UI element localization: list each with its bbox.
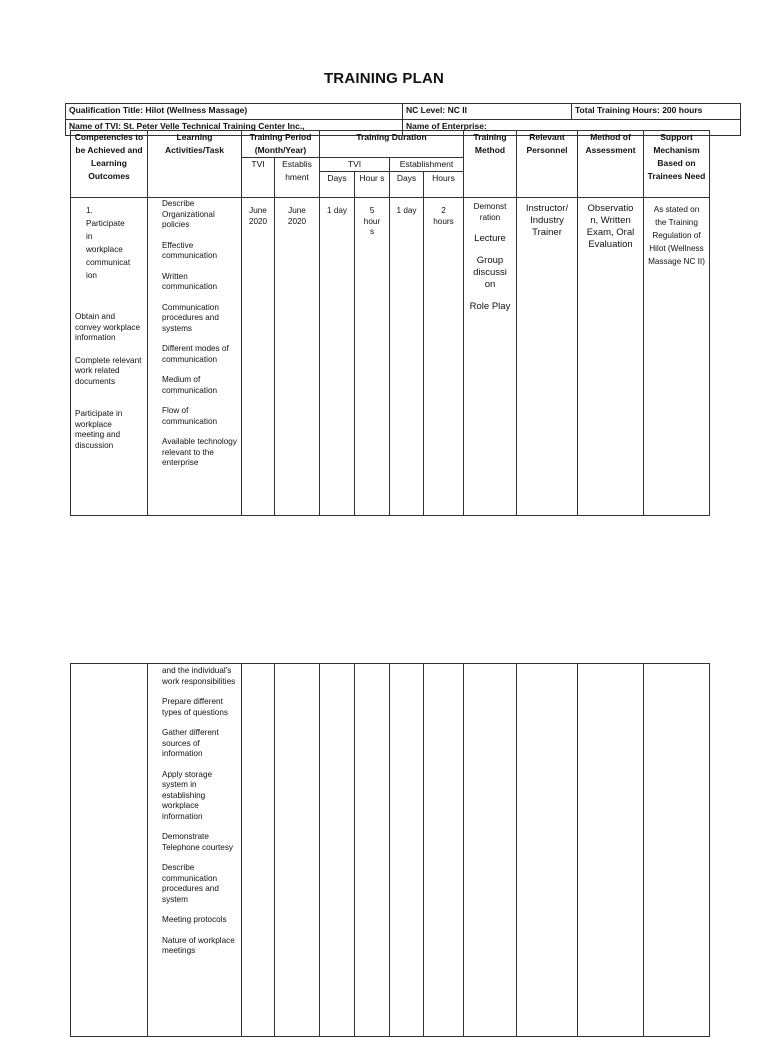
period-tvi-value: June 2020: [242, 198, 275, 516]
activities-cell: [148, 198, 242, 516]
learning-outcome: Complete relevant work related documents: [75, 355, 142, 386]
training-plan-table: [70, 130, 710, 516]
header-method-of-assessment: Method of Assessment: [578, 131, 644, 198]
continued-activities-cell: [148, 664, 242, 1037]
est-days-value: 1 day: [390, 198, 424, 516]
activity-item: Gather different sources of information: [162, 728, 219, 758]
est-hours-value: 2 hours: [424, 198, 464, 516]
header-tvi-hours: Hour s: [355, 172, 390, 198]
relevant-personnel-value: Instructor/ Industry Trainer: [517, 198, 578, 516]
activity-item: Available technology relevant to the enterprise: [162, 437, 237, 467]
period-est-value: June 2020: [275, 198, 320, 516]
empty-cell: [275, 664, 320, 1037]
activity-item: Describe Organizational policies: [162, 199, 215, 229]
empty-cell: [242, 664, 275, 1037]
tvi-days-value: 1 day: [320, 198, 355, 516]
activity-item: Prepare different types of questions: [162, 697, 228, 717]
empty-cell: [464, 664, 517, 1037]
activity-item: Flow of communication: [162, 406, 218, 426]
empty-cell: [320, 664, 355, 1037]
activity-item: Effective communication: [162, 240, 218, 260]
activity-item: Demonstrate Telephone courtesy: [162, 832, 234, 852]
tvi-name: Name of TVI: St. Peter Velle Technical Training Center Inc.,: [66, 120, 403, 136]
empty-cell: [517, 664, 578, 1037]
activity-item: Different modes of communication: [162, 344, 229, 364]
empty-cell: [390, 664, 424, 1037]
activity-item: Nature of workplace meetings: [162, 935, 235, 955]
empty-cell: [424, 664, 464, 1037]
continuation-table: [70, 663, 710, 1037]
header-training-duration: Training Duration: [320, 131, 464, 158]
activity-item: Communication procedures and systems: [162, 302, 219, 333]
assessment-value: Observatio n, Written Exam, Oral Evaluation: [578, 198, 644, 516]
header-est-hours: Hours: [424, 172, 464, 198]
nc-level: NC Level: NC II: [403, 104, 572, 120]
activity-item: Medium of communication: [162, 375, 218, 395]
method-item: Lecture: [474, 233, 506, 244]
competency-title: 1. Participate in workplace communicat ion: [86, 206, 131, 280]
header-activities: Learning Activities/Task: [148, 131, 242, 198]
method-item: Role Play: [469, 301, 511, 312]
activity-item: and the individual's work responsibilities: [162, 666, 236, 686]
competency-cell: [71, 198, 148, 516]
header-competencies: Competencies to be Achieved and Learning Outcomes: [71, 131, 148, 198]
method-item: Group discussi on: [473, 255, 507, 290]
header-tvi-days: Days: [320, 172, 355, 198]
activity-item: Meeting protocols: [162, 915, 227, 924]
enterprise-name: Name of Enterprise:: [403, 120, 741, 136]
header-relevant-personnel: Relevant Personnel: [517, 131, 578, 198]
qualification-title: Qualification Title: Hilot (Wellness Massage): [66, 104, 403, 120]
header-period-establishment: Establis hment: [275, 158, 320, 198]
tvi-hours-value: 5 hour s: [355, 198, 390, 516]
header-duration-establishment: Establishment: [390, 158, 464, 172]
activity-item: Describe communication procedures and system: [162, 863, 219, 904]
header-period-tvi: TVI: [242, 158, 275, 198]
support-mechanism-value: As stated on the Training Regulation of Hilot (Wellness Massage NC II): [644, 198, 710, 516]
empty-cell: [355, 664, 390, 1037]
activity-item: Written communication: [162, 271, 218, 291]
empty-cell: [71, 664, 148, 1037]
learning-outcome: Participate in workplace meeting and discussion: [75, 409, 123, 450]
header-duration-tvi: TVI: [320, 158, 390, 172]
activity-item: Apply storage system in establishing workplace information: [162, 769, 213, 821]
training-method-cell: [464, 198, 517, 516]
header-training-period: Training Period (Month/Year): [242, 131, 320, 158]
method-item: Demonst ration: [473, 202, 507, 222]
learning-outcome: Obtain and convey workplace information: [75, 312, 141, 342]
header-est-days: Days: [390, 172, 424, 198]
total-training-hours: Total Training Hours: 200 hours: [572, 104, 741, 120]
page-title: TRAINING PLAN: [323, 70, 445, 87]
empty-cell: [644, 664, 710, 1037]
header-training-method: Training Method: [464, 131, 517, 198]
empty-cell: [578, 664, 644, 1037]
header-support-mechanism: Support Mechanism Based on Trainees Need: [644, 131, 710, 198]
